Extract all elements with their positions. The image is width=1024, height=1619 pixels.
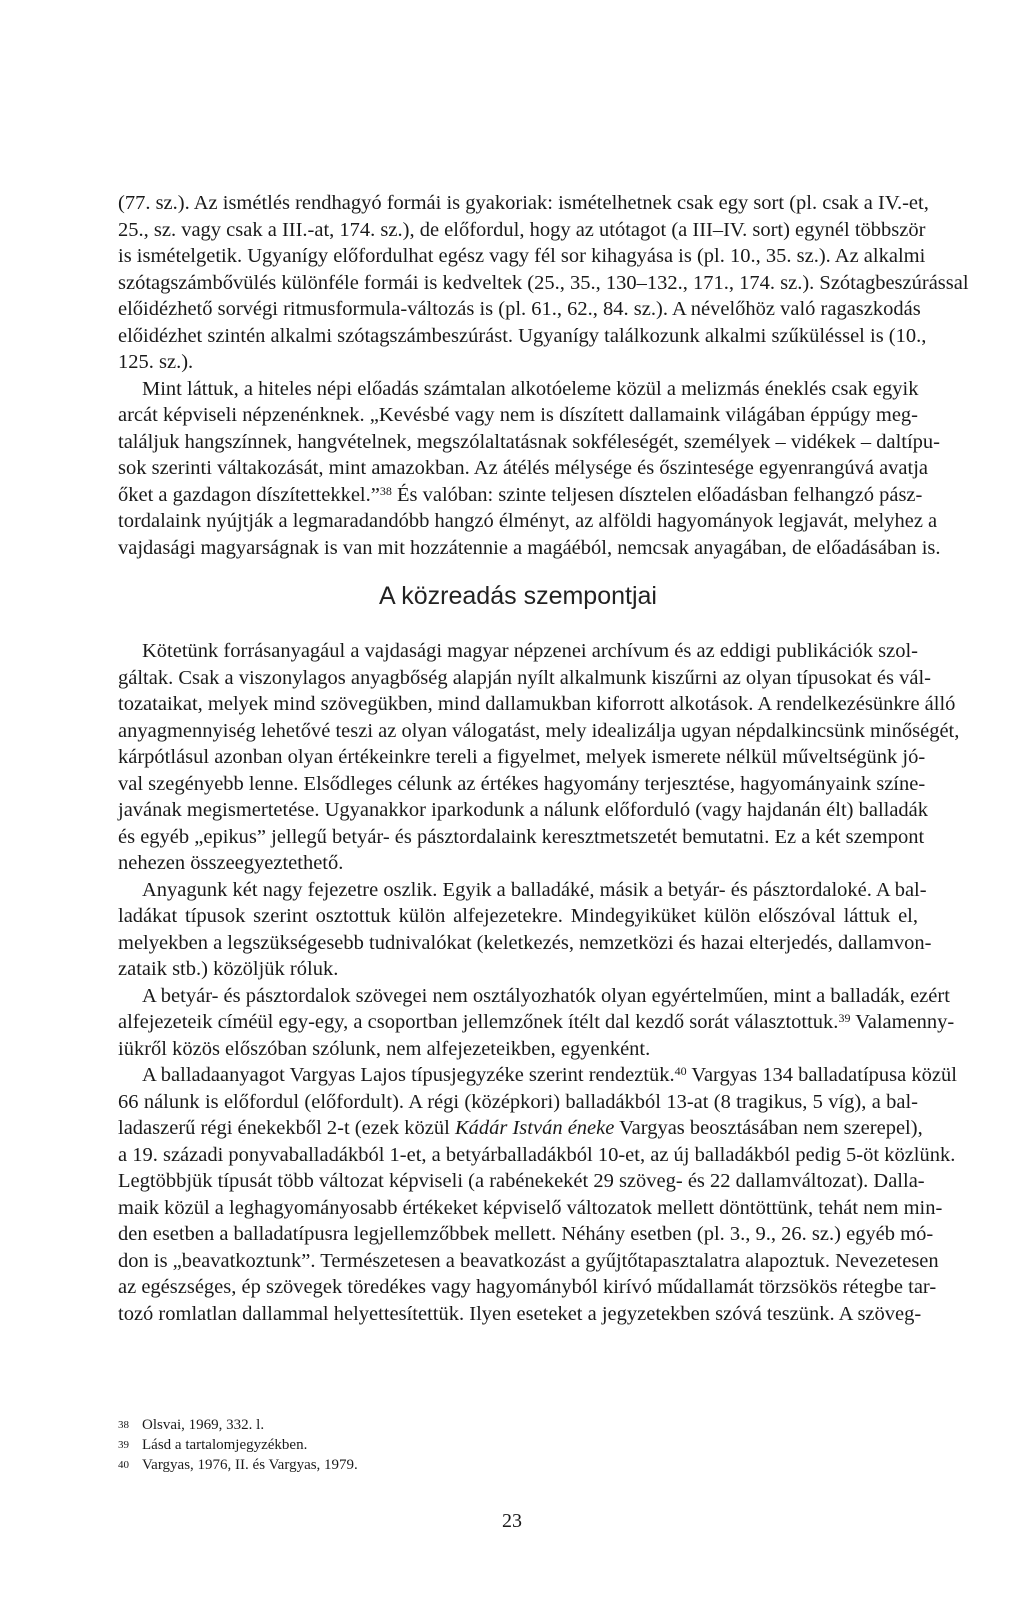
text-line: tordalaink nyújtják a legmaradandóbb hangzó élményt, az alföldi hagyományok legjavát, melyhez a (118, 510, 938, 532)
footnote-text: Vargyas, 1976, II. és Vargyas, 1979. (142, 1457, 358, 1473)
text-line: és egyéb „epikus” jellegű betyár- és pásztordalaink keresztmetszetét bemutatni. Ez a két szempont (118, 825, 925, 848)
text-line: sok szerinti váltakozását, mint amazokban. Az átélés mélysége és őszintesége egyenrangúvá avatja (118, 457, 929, 479)
footnote-text: Lásd a tartalomjegyzékben. (142, 1437, 308, 1453)
text-line: a 19. századi ponyvaballadákból 1-et, a betyárballadákból 10-et, az új balladákból pedig 5-öt közlünk. (118, 1143, 956, 1166)
footnote-number: 38 (118, 1419, 129, 1431)
text-span: őket a gazdagon díszítettekkel.” (118, 483, 380, 506)
footnote-ref[interactable]: 40 (674, 1064, 687, 1078)
text-line: is ismételgetik. Ugyanígy előfordulhat egész vagy fél sor kihagyása is (pl. 10., 35. sz.). Az alkalmi (118, 245, 926, 267)
text-span: És valóban: szinte teljesen dísztelen előadásban felhangzó pász- (396, 483, 923, 506)
text-line: don is „beavatkoztunk”. Természetesen a beavatkozást a gyűjtőtapasztalatra alapoztuk. Nevezetesen (118, 1249, 939, 1272)
text-line: den esetben a balladatípusra legjellemzőbbek mellett. Néhány esetben (pl. 3., 9., 26. sz.) egyéb mó- (118, 1223, 934, 1245)
text-line: iükről közös előszóban szólunk, nem alfejezeteikben, egyenként. (118, 1037, 651, 1060)
text-span: alfejezeteik címéül egy-egy, a csoportban jellemzőnek ítélt dal kezdő sorát választottuk. (118, 1011, 839, 1033)
text-line: kárpótlásul azonban olyan értékeinkre tereli a figyelmet, melyek ismerete nélkül műveltségünk jó- (118, 746, 926, 768)
text-line: Anyagunk két nagy fejezetre oszlik. Egyik a balladáké, másik a betyár- és pásztordaloké. A bal- (142, 878, 927, 901)
text-span: ladaszerű régi énekekből 2-t (ezek közül (118, 1117, 450, 1139)
text-line: szótagszámbővülés különféle formái is kedveltek (25., 35., 130–132., 171., 174. sz.). Szótagbeszúrással (118, 271, 969, 294)
footnote (118, 1435, 918, 1455)
footnotes (118, 1415, 918, 1475)
text-line: Mint láttuk, a hiteles népi előadás számtalan alkotóeleme közül a melizmás éneklés csak egyik (142, 377, 919, 400)
footnote-text: Olsvai, 1969, 332. l. (142, 1417, 265, 1433)
text-span: Valamenny- (855, 1011, 955, 1033)
paragraph (118, 376, 941, 562)
paragraph (118, 638, 960, 877)
text-line: melyekben a legszükségesebb tudnivalókat (keletkezés, nemzetközi és hazai elterjedés, dallamvon- (118, 931, 932, 954)
text-line (118, 1009, 955, 1036)
footnote-ref[interactable]: 39 (838, 1011, 851, 1025)
text-line: (77. sz.). Az ismétlés rendhagyó formái is gyakoriak: ismételhetnek csak egy sort (pl. csak a IV.-et, (118, 192, 929, 214)
text-span: Vargyas 134 balladatípusa közül (691, 1064, 957, 1086)
text-line: val szegényebb lenne. Elsődleges célunk az értékes hagyomány terjesztése, hagyományaink színe- (118, 772, 926, 795)
text-line: 25., sz. vagy csak a III.-at, 174. sz.), de előfordul, hogy az utótagot (a III–IV. sort) egynél többször (118, 218, 926, 241)
text-line: találjuk hangszínnek, hangvételnek, megszólaltatásnak sokféleségét, személyek – vidékek – daltípu- (118, 430, 941, 453)
text-line: tozó romlatlan dallammal helyettesítettük. Ilyen eseteket a jegyzetekben szóvá teszünk. A szöveg- (118, 1302, 922, 1325)
text-line: előidézhet szintén alkalmi szótagszámbeszúrást. Ugyanígy találkozunk alkalmi szűküléssel is (10., (118, 324, 927, 347)
text-line: előidézhető sorvégi ritmusformula-változás is (pl. 61., 62., 84. sz.). A névelőhöz való ragaszkodás (118, 298, 921, 320)
body-text (118, 190, 969, 1327)
text-line: A betyár- és pásztordalok szövegei nem osztályozhatók olyan egyértelműen, mint a balladák, ezért (142, 984, 950, 1007)
footnote (118, 1455, 918, 1475)
paragraph (118, 877, 932, 983)
text-line: javának megismertetése. Ugyanakkor iparkodunk a nálunk előforduló (vagy hajdanán élt) balladák (118, 799, 929, 821)
text-line: Legtöbbjük típusát több változat képviseli (a rabénekekét 29 szöveg- és 22 dallamváltozat). Dalla- (118, 1170, 925, 1192)
italic-title: Kádár István éneke (454, 1117, 615, 1139)
text-line (118, 1062, 957, 1089)
text-line: nehezen összeegyeztethető. (118, 852, 344, 874)
footnote-ref[interactable]: 38 (379, 483, 392, 498)
text-line: arcát képviseli népzenénknek. „Kevésbé vagy nem is díszített dallamaink világában éppúgy meg- (118, 404, 918, 426)
page-number: 23 (502, 1510, 522, 1532)
text-line: Kötetünk forrásanyagául a vajdasági magyar népzenei archívum és az eddigi publikációk szol- (142, 640, 918, 662)
text-line: 66 nálunk is előfordul (előfordult). A régi (középkori) balladákból 13-at (8 tragikus, 5 víg), a bal- (118, 1090, 918, 1113)
text-line: maik közül a leghagyományosabb értékeket képviselő változatok mellett döntöttünk, tehát nem min- (118, 1196, 943, 1219)
text-line (118, 1115, 923, 1142)
section-heading: A közreadás szempontjai (379, 582, 657, 610)
text-line: anyagmennyiség lehetővé teszi az olyan válogatást, mely idealizálja ugyan népdalkincsünk minőségét, (118, 719, 960, 742)
text-span: A balladaanyagot Vargyas Lajos típusjegyzéke szerint rendeztük. (142, 1064, 675, 1086)
text-line: ladákat típusok szerint osztottuk külön alfejezetekre. Mindegyiküket külön előszóval láttuk el, (118, 905, 918, 927)
text-line: az egészséges, ép szövegek töredékes vagy hagyományból kirívó műdallamát törzsökös rétegbe tar- (118, 1276, 937, 1298)
paragraph (118, 983, 955, 1063)
text-line: tozataikat, melyek mind szövegükben, mind dallamukban kiforrott alkotások. A rendelkezésünkre álló (118, 693, 956, 715)
text-line: gáltak. Csak a viszonylagos anyagbőség alapján nyílt alkalmunk kiszűrni az olyan típusokat és vál- (118, 666, 931, 689)
text-span: Vargyas beosztásában nem szerepel), (619, 1117, 923, 1139)
text-line: zataik stb.) közöljük róluk. (118, 958, 339, 980)
text-line: vajdasági magyarságnak is van mit hozzátennie a magáéból, nemcsak anyagában, de előadásában is. (118, 536, 941, 559)
text-line (118, 482, 923, 509)
footnote-number: 40 (118, 1459, 129, 1471)
footnote-number: 39 (118, 1439, 129, 1451)
paragraph (118, 1062, 957, 1327)
paragraph (118, 190, 969, 376)
footnote (118, 1415, 918, 1435)
text-line: 125. sz.). (118, 351, 194, 373)
